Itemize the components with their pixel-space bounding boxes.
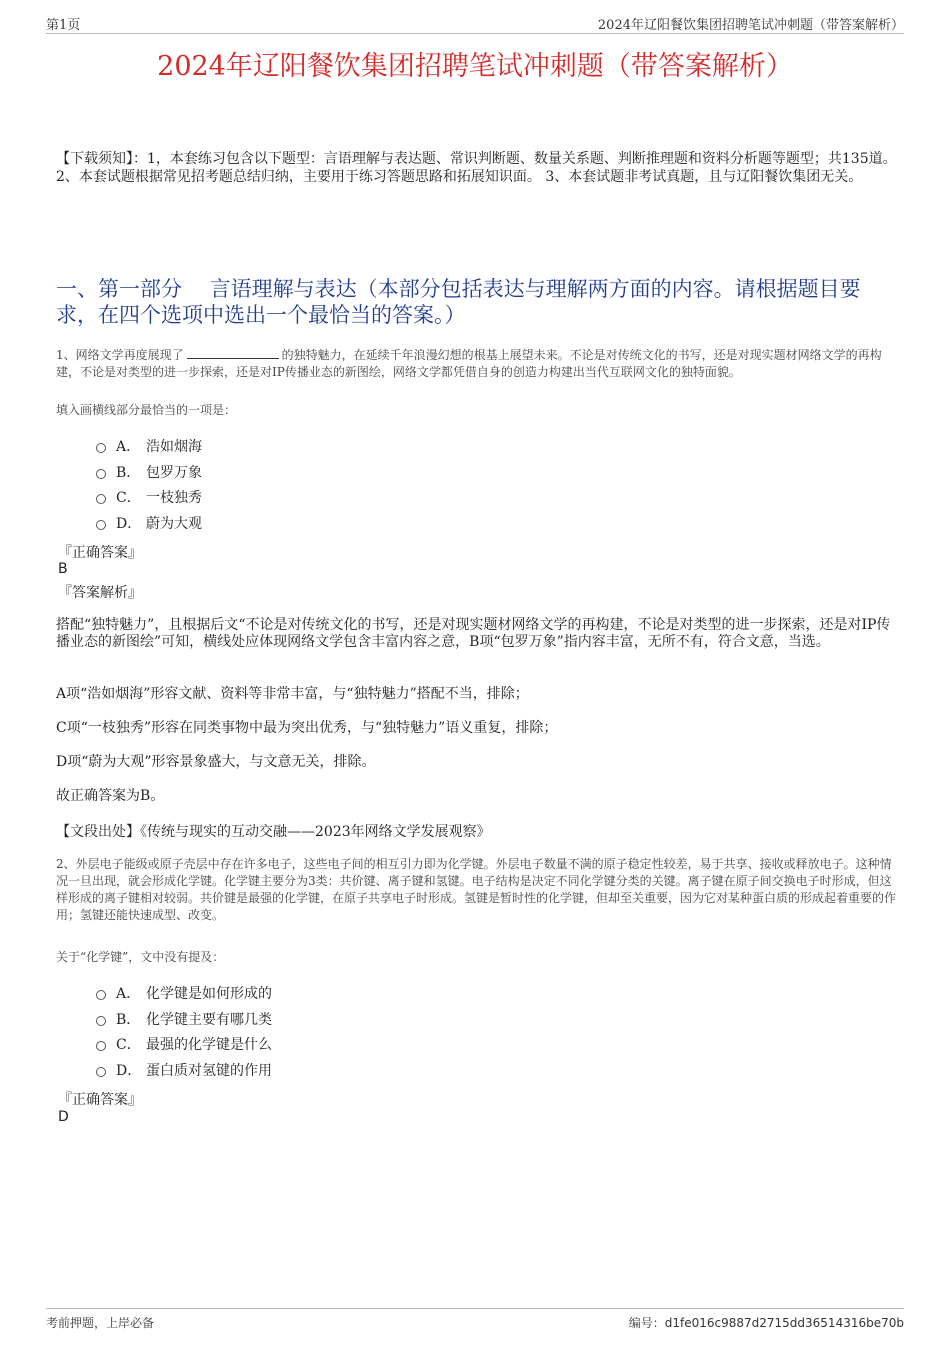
q1-explanation-a: A项“浩如烟海”形容文献、资料等非常丰富，与“独特魅力”搭配不当，排除； [56,686,529,702]
q2-options [96,980,272,1083]
q1-option-c[interactable] [96,484,202,510]
q1-explanation-d: D项“蔚为大观”形容景象盛大，与文意无关，排除。 [56,754,376,770]
radio-icon[interactable] [96,469,106,479]
option-text: 化学键主要有哪几类 [146,1011,272,1028]
radio-icon[interactable] [96,494,106,504]
option-letter: B． [116,464,141,481]
q1-prompt: 填入画横线部分最恰当的一项是： [56,403,237,417]
page-title: 2024年辽阳餐饮集团招聘笔试冲刺题（带答案解析） [157,51,793,82]
radio-icon[interactable] [96,443,106,453]
footer-divider [46,1308,904,1309]
option-letter: A． [116,985,141,1002]
header-divider [46,33,904,34]
q1-option-a[interactable] [96,433,202,459]
page-number: 第1页 [46,18,81,33]
option-letter: D． [116,515,142,532]
q1-analysis-label: 『答案解析』 [58,585,142,601]
option-text: 化学键是如何形成的 [146,985,272,1002]
section-heading: 一、第一部分 言语理解与表达（本部分包括表达与理解两方面的内容。请根据题目要求，在四个选项中选出一个最恰当的答案。） [56,277,861,327]
q1-explanation-c: C项“一枝独秀”形容在同类事物中最为突出优秀，与“独特魅力”语义重复，排除； [56,720,558,736]
radio-icon[interactable] [96,1041,106,1051]
option-text: 蔚为大观 [146,515,202,532]
q1-explanation-conclusion: 故正确答案为B。 [56,788,165,804]
q2-option-d[interactable] [96,1057,272,1083]
q2-prompt: 关于“化学键”，文中没有提及： [56,950,225,964]
q1-text [56,346,898,381]
option-text: 浩如烟海 [146,438,202,455]
q1-explanation-main: 搭配“独特魅力”，且根据后文“不论是对传统文化的书写，还是对现实题材网络文学的再构建，不论是对类型的进一步探索，还是对IP传播业态的新图绘”可知，横线处应体现网络文学包含丰富内容之意，B项“包罗万象”指内容丰富，无所不有，符合文意，当选。 [56,617,891,650]
option-letter: C． [116,1037,141,1054]
q2-option-a[interactable] [96,980,272,1006]
download-notice: 【下载须知】：1，本套练习包含以下题型：言语理解与表达题、常识判断题、数量关系题、判断推理题和资料分析题等题型；共135道。 2、本套试题根据常见招考题总结归纳，主要用于练习答题思路和拓展知识面。 3、本套试题非考试真题，且与辽阳餐饮集团无关。 [56,151,897,185]
option-text: 蛋白质对氢键的作用 [146,1062,272,1079]
q2-answer: D [58,1109,69,1125]
radio-icon[interactable] [96,1016,106,1026]
footer-doc-code [629,1314,904,1331]
q1-text-before: 1、网络文学再度展现了 [56,348,184,362]
q1-option-d[interactable] [96,510,202,536]
radio-icon[interactable] [96,520,106,530]
option-letter: C． [116,490,141,507]
option-text: 包罗万象 [146,464,202,481]
footer-code-label: 编号： [628,1316,665,1330]
option-text: 最强的化学键是什么 [146,1037,272,1054]
footer-code: d1fe016c9887d2715dd36514316be70b [664,1316,904,1330]
q2-option-b[interactable] [96,1006,272,1032]
q2-text: 2、外层电子能级或原子壳层中存在许多电子，这些电子间的相互引力即为化学键。外层电子数量不满的原子稳定性较差，易于共享、接收或释放电子。这种情况一旦出现，就会形成化学键。化学键主要分为3类：共价键、离子键和氢键。电子结构是决定不同化学键分类的关键。离子键在原子间交换电子时形成，但这样形成的离子键相对较弱。共价键是最强的化学键，在原子共享电子时形成。氢键是暂时性的化学键，但却至关重要，因为它对某种蛋白质的形成起着重要的作用；氢键还能快速成型、改变。 [56,857,897,922]
radio-icon[interactable] [96,1067,106,1077]
q1-answer: B [58,561,68,577]
header-doc-title: 2024年辽阳餐饮集团招聘笔试冲刺题（带答案解析） [597,18,904,33]
option-letter: D． [116,1062,142,1079]
q1-correct-answer-label: 『正确答案』 [58,545,142,561]
q1-blank [187,346,279,359]
option-letter: A． [116,438,141,455]
option-text: 一枝独秀 [146,490,202,507]
footer-slogan: 考前押题，上岸必备 [46,1316,155,1330]
q1-text-after: 的独特魅力，在延续千年浪漫幻想的根基上展望未来。不论是对传统文化的书写，还是对现实题材网络文学的再构建，不论是对类型的进一步探索，还是对IP传播业态的新图绘，网络文学都凭借自身的创造力构建出当代互联网文化的独特面貌。 [56,348,882,379]
option-letter: B． [116,1011,141,1028]
radio-icon[interactable] [96,990,106,1000]
q1-option-b[interactable] [96,459,202,485]
q1-source: 【文段出处】《传统与现实的互动交融——2023年网络文学发展观察》 [56,824,491,840]
q2-option-c[interactable] [96,1031,272,1057]
q2-correct-answer-label: 『正确答案』 [58,1092,142,1108]
q1-options [96,433,202,536]
